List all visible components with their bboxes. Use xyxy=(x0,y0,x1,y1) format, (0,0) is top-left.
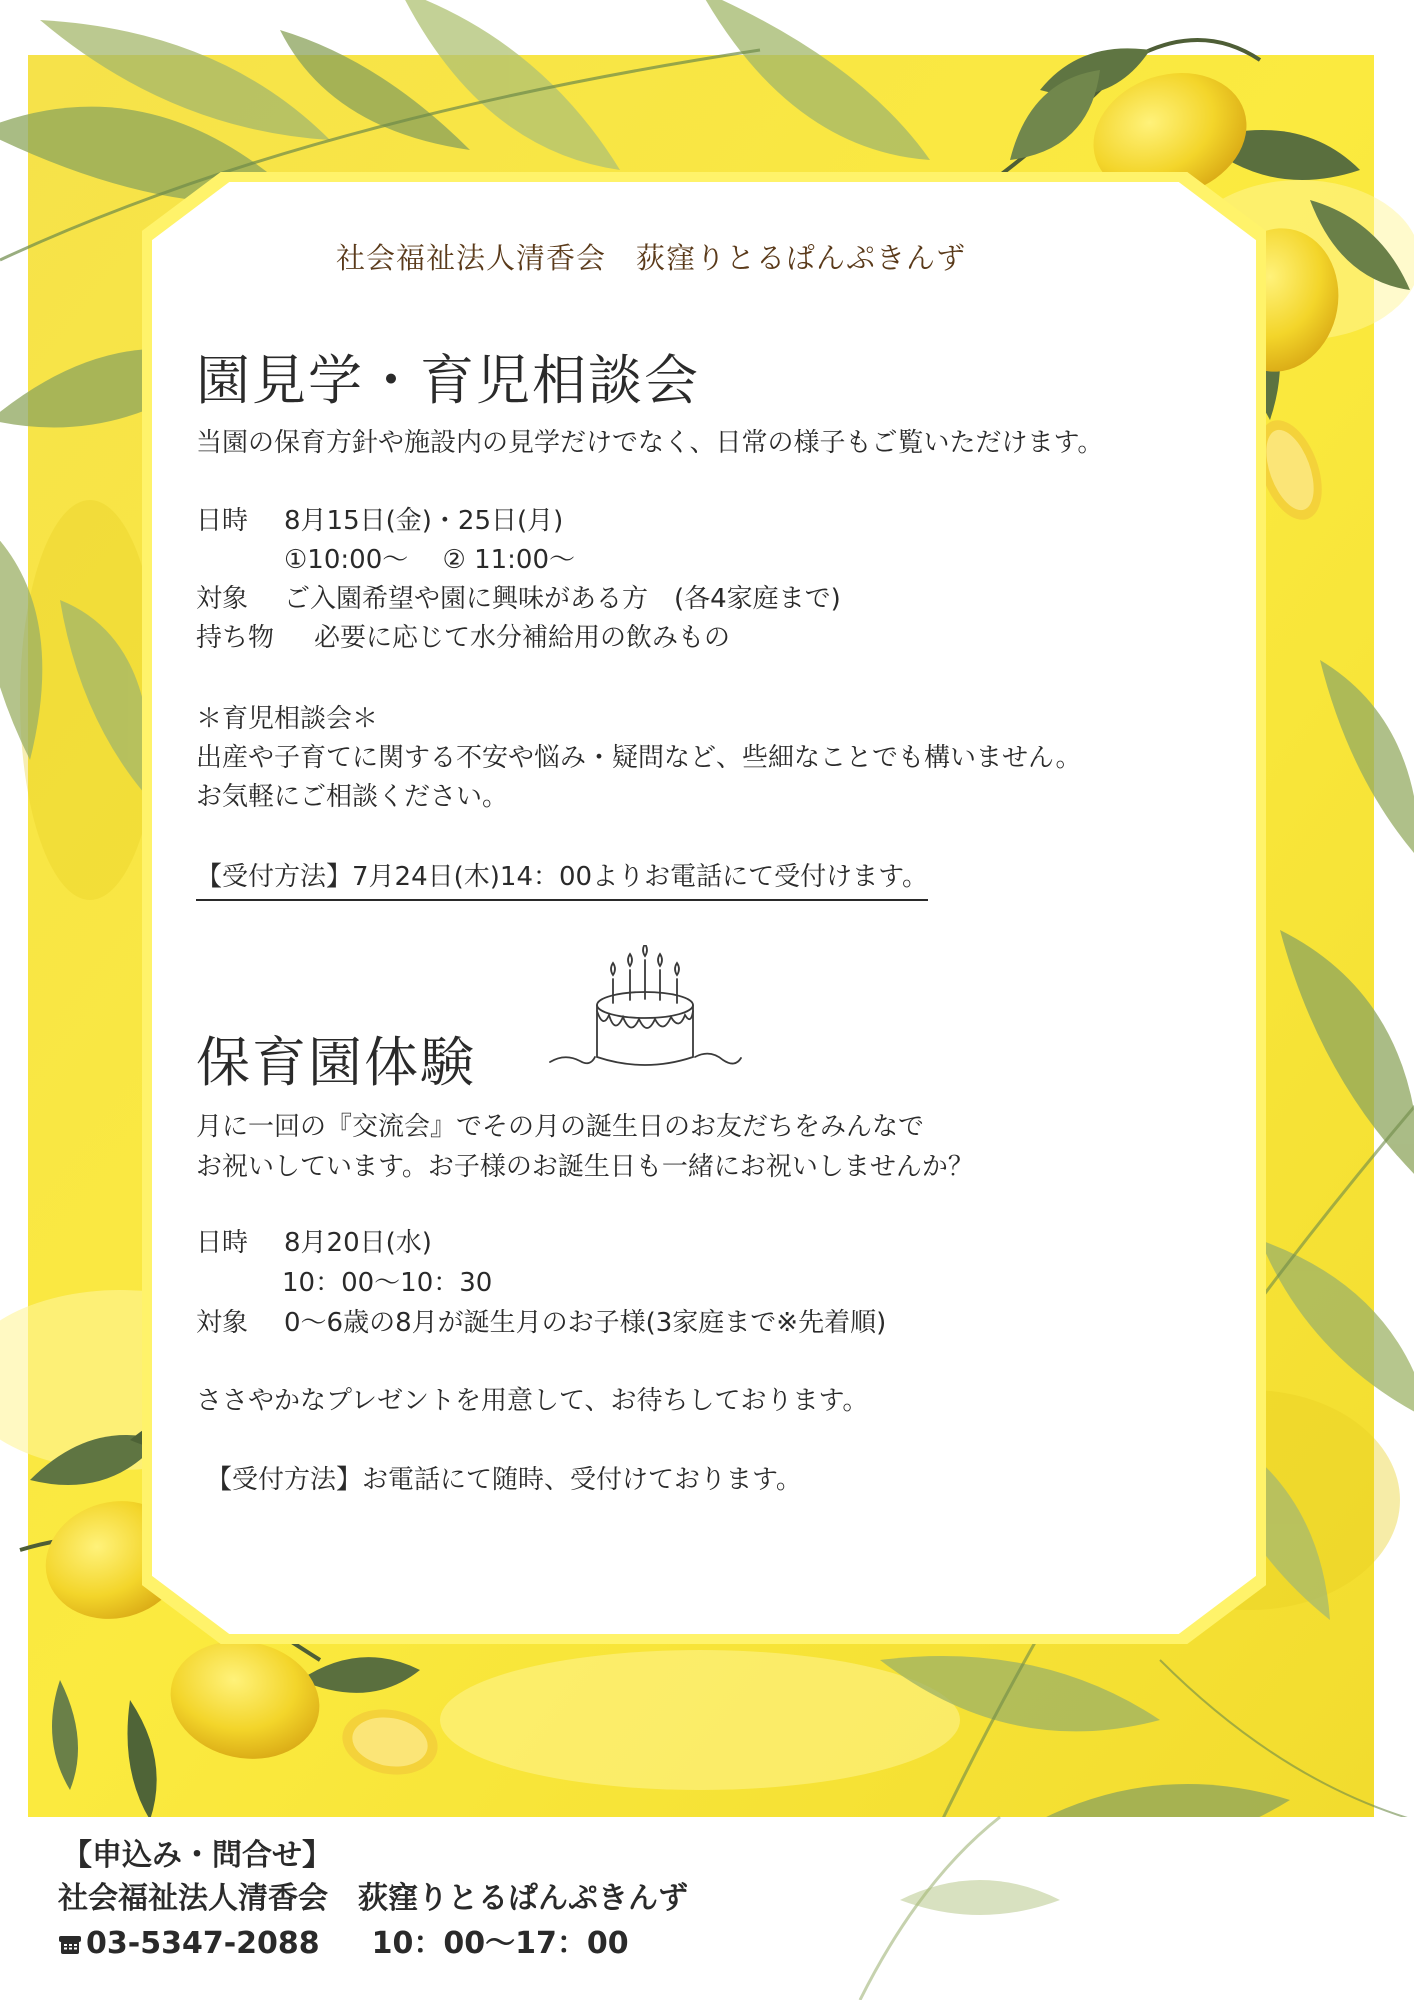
contact-heading: 【申込み・問合せ】 xyxy=(62,1838,332,1873)
section1-date-label: 日時 xyxy=(196,506,249,536)
section2-time-value: 10：00～10：30 xyxy=(282,1268,493,1298)
section2-present: ささやかなプレゼントを用意して、お待ちしております。 xyxy=(196,1386,869,1416)
consult-line1: 出産や子育てに関する不安や悩み・疑問など、些細なことでも構いません。 xyxy=(196,743,1082,773)
contact-organization: 社会福祉法人清香会 荻窪りとるぱんぷきんず xyxy=(58,1881,688,1916)
contact-phone[interactable]: 03-5347-2088 xyxy=(86,1926,320,1961)
section1-items-label: 持ち物 xyxy=(196,623,275,653)
section1-times: ①10:00～ ② 11:00～ xyxy=(284,545,576,575)
section1-items-value: 必要に応じて水分補給用の飲みもの xyxy=(314,623,731,653)
section1-reception: 【受付方法】7月24日(木)14：00よりお電話にて受付けます。 xyxy=(196,858,928,901)
section2-date-value: 8月20日(水) xyxy=(284,1228,432,1258)
section1-title: 園見学・育児相談会 xyxy=(196,349,700,412)
section1-date-value: 8月15日(金)・25日(月) xyxy=(284,506,564,536)
section2-title: 保育園体験 xyxy=(196,1031,476,1094)
section2-line2: お祝いしています。お子様のお誕生日も一緒にお祝いしませんか？ xyxy=(196,1152,974,1182)
contact-hours: 10：00～17：00 xyxy=(371,1926,629,1961)
consult-line2: お気軽にご相談ください。 xyxy=(196,782,509,812)
section2-date-label: 日時 xyxy=(196,1228,249,1258)
contact-phone-row xyxy=(58,1918,629,1962)
organization-header: 社会福祉法人清香会 荻窪りとるぱんぷきんず xyxy=(336,241,967,275)
birthday-cake-icon xyxy=(545,945,745,1095)
consult-heading: ＊育児相談会＊ xyxy=(196,704,379,734)
section1-intro: 当園の保育方針や施設内の見学だけでなく、日常の様子もご覧いただけます。 xyxy=(196,428,1104,458)
section2-target-value: 0～6歳の8月が誕生月のお子様(3家庭まで※先着順) xyxy=(284,1308,887,1338)
section2-target-label: 対象 xyxy=(196,1308,249,1338)
section1-target-label: 対象 xyxy=(196,584,249,614)
section2-line1: 月に一回の『交流会』でその月の誕生日のお友だちをみんなで xyxy=(196,1112,925,1142)
section1-target-value: ご入園希望や園に興味がある方 (各4家庭まで) xyxy=(284,584,841,614)
telephone-icon xyxy=(58,1933,82,1955)
section2-reception: 【受付方法】お電話にて随時、受付けております。 xyxy=(206,1465,802,1495)
